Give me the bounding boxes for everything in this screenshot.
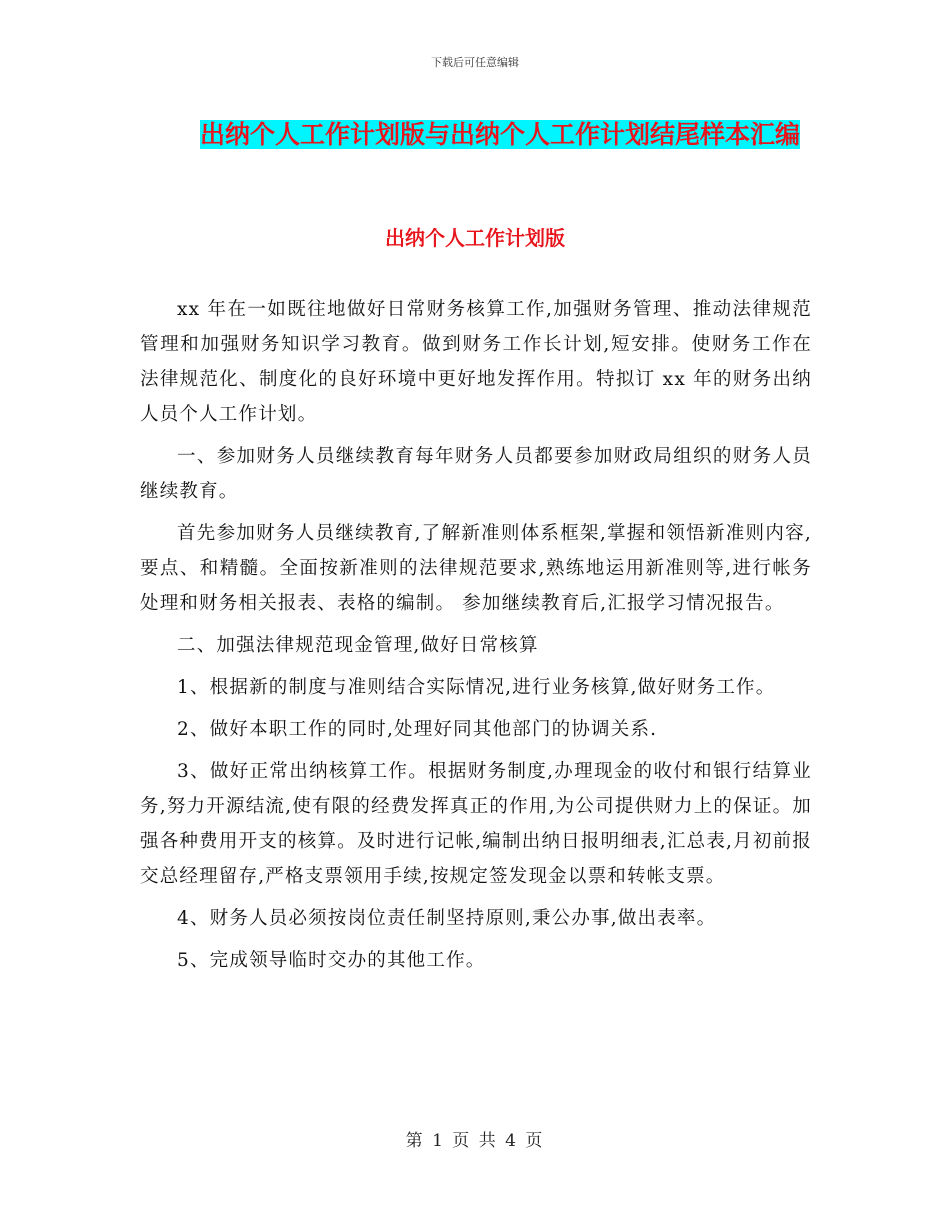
document-title: [190, 112, 810, 157]
section-subtitle: 出纳个人工作计划版: [385, 226, 565, 250]
paragraph: 2、做好本职工作的同时,处理好同其他部门的协调关系.: [177, 719, 658, 740]
paragraph: 一、参加财务人员继续教育每年财务人员都要参加财政局组织的财务人员继续教育。: [140, 446, 812, 502]
paragraph: 1、根据新的制度与准则结合实际情况,进行业务核算,做好财务工作。: [177, 677, 776, 698]
page-number: 第 1 页 共 4 页: [405, 1131, 545, 1151]
paragraph: xx 年在一如既往地做好日常财务核算工作,加强财务管理、推动法律规范管理和加强财务知识学习教育。做到财务工作长计划,短安排。使财务工作在法律规范化、制度化的良好环境中更好地发挥作用。特拟订 xx 年的财务出纳人员个人工作计划。: [140, 299, 812, 425]
paragraph: 二、加强法律规范现金管理,做好日常核算: [177, 635, 539, 656]
paragraph: 4、财务人员必须按岗位责任制坚持原则,秉公办事,做出表率。: [177, 908, 717, 929]
paragraph: 3、做好正常出纳核算工作。根据财务制度,办理现金的收付和银行结算业务,努力开源结流,使有限的经费发挥真正的作用,为公司提供财力上的保证。加强各种费用开支的核算。及时进行记帐,编制出纳日报明细表,汇总表,月初前报交总经理留存,严格支票领用手续,按规定签发现金以票和转帐支票。: [140, 761, 812, 887]
header-note: 下载后可任意编辑: [431, 56, 519, 69]
document-body: [140, 292, 812, 985]
document-title-text: 出纳个人工作计划版与出纳个人工作计划结尾样本汇编: [199, 120, 800, 149]
paragraph: 5、完成领导临时交办的其他工作。: [177, 950, 486, 971]
paragraph: 首先参加财务人员继续教育,了解新准则体系框架,掌握和领悟新准则内容,要点、和精髓。全面按新准则的法律规范要求,熟练地运用新准则等,进行帐务处理和财务相关报表、表格的编制。 参加继续教育后,汇报学习情况报告。: [140, 523, 812, 614]
